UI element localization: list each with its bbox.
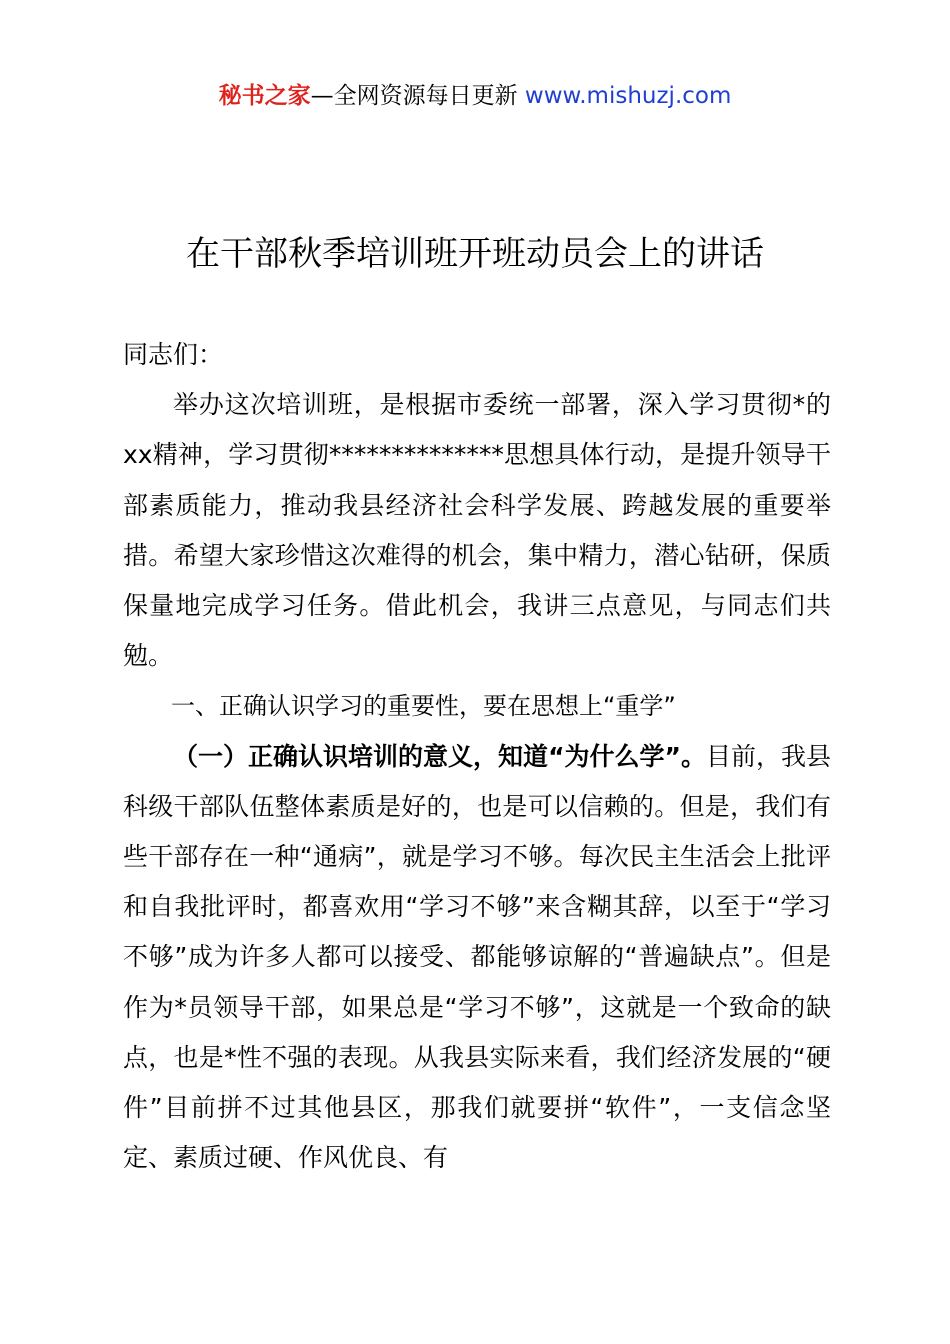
section-heading-1: 一、正确认识学习的重要性，要在思想上“重学” (171, 692, 676, 721)
document-body (123, 330, 831, 1183)
site-brand: 秘书之家 (218, 83, 311, 109)
subsection-text-1: 目前，我县科级干部队伍整体素质是好的，也是可以信赖的。但是，我们有些干部存在一种“通病”，就是学习不够。每次民主生活会上批评和自我批评时，都喜欢用“学习不够”来含糊其辞，以至于“学习不够”成为许多人都可以接受、都能够谅解的“普遍缺点”。但是作为*员领导干部，如果总是“学习不够”，这就是一个致命的缺点，也是*性不强的表现。从我县实际来看，我们经济发展的“硬件”目前拼不过其他县区，那我们就要拼“软件”，一支信念坚定、素质过硬、作风优良、有 (123, 741, 831, 1173)
subsection-paragraph-1 (123, 732, 831, 1184)
intro-paragraph: 举办这次培训班，是根据市委统一部署，深入学习贯彻*的xx精神，学习贯彻**************思想具体行动，是提升领导干部素质能力，推动我县经济社会科学发展、跨越发展的重要举措。希望大家珍惜这次难得的机会，集中精力，潜心钻研，保质保量地完成学习任务。借此机会，我讲三点意见，与同志们共勉。 (123, 390, 831, 671)
site-url-link[interactable]: www.mishuzj.com (524, 83, 732, 109)
site-header (0, 80, 950, 112)
site-tagline: —全网资源每日更新 (310, 83, 525, 109)
document-title: 在干部秋季培训班开班动员会上的讲话 (186, 234, 764, 274)
subsection-heading-1: （一）正确认识培训的意义，知道“为什么学”。 (173, 741, 706, 771)
salutation: 同志们： (123, 340, 224, 369)
